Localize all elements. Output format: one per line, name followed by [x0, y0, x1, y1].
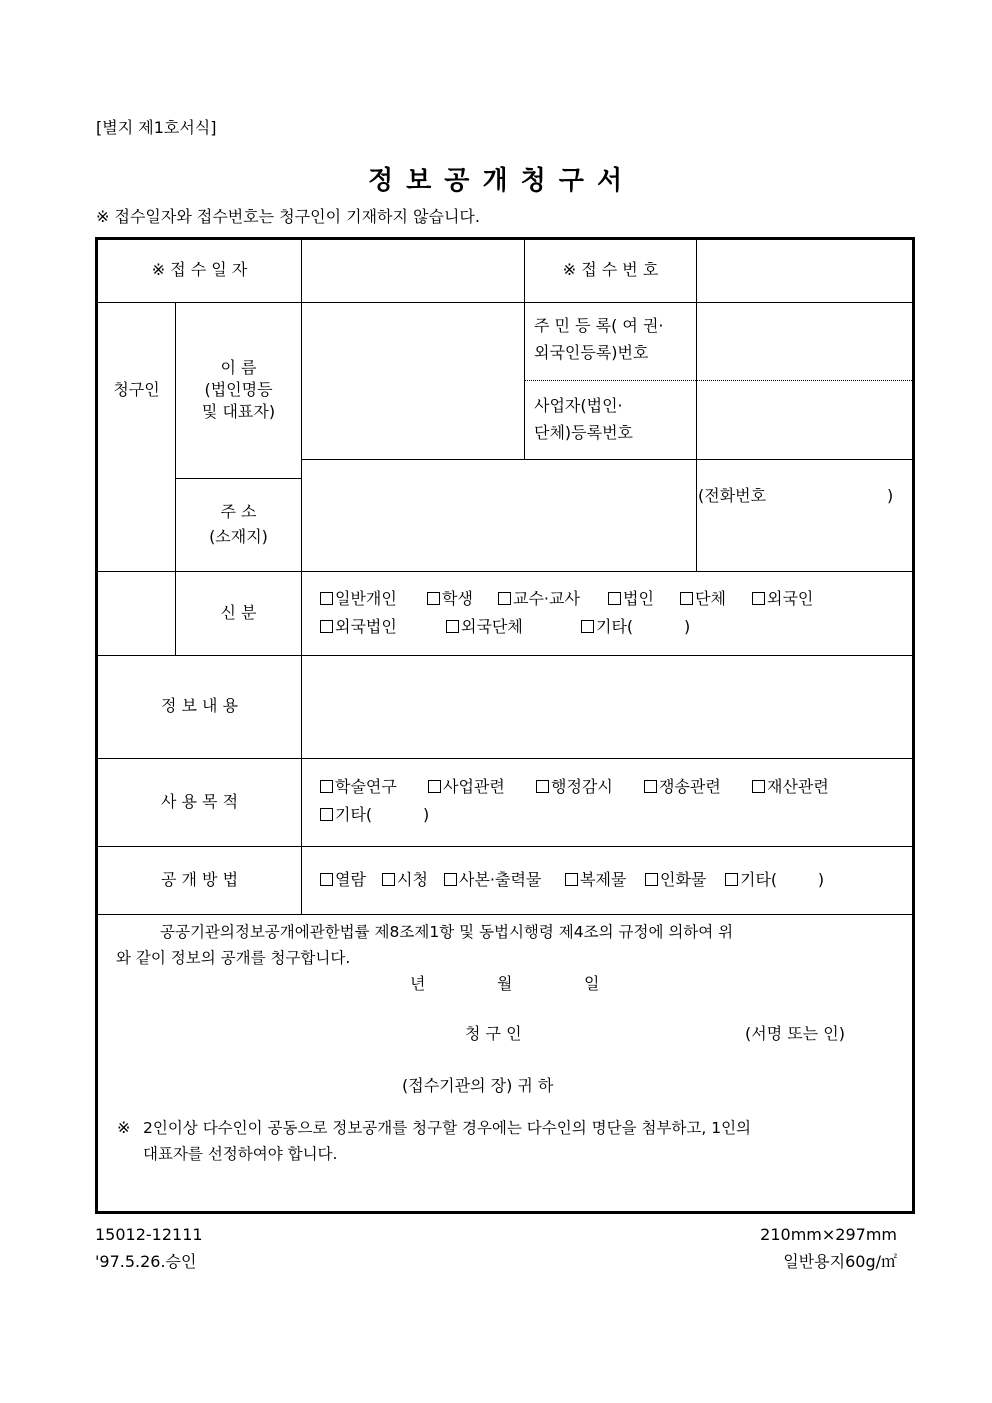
signature-label: (서명 또는 인): [745, 1024, 845, 1043]
method-option[interactable]: 열람: [320, 870, 382, 890]
checkbox-icon[interactable]: [320, 592, 333, 605]
row-divider: [175, 478, 301, 479]
row-divider: [96, 571, 914, 572]
checkbox-icon[interactable]: [581, 620, 594, 633]
status-option[interactable]: 외국단체: [446, 617, 581, 637]
resident-no-field[interactable]: [697, 303, 911, 380]
purpose-option[interactable]: 사업관련: [428, 777, 536, 797]
form-label: [별지 제1호서식]: [96, 118, 217, 137]
purpose-label: 사 용 목 적: [160, 792, 239, 811]
status-label: 신 분: [220, 603, 257, 622]
page-title: 정 보 공 개 청 구 서: [367, 166, 625, 196]
row-divider: [96, 914, 914, 915]
checkbox-icon[interactable]: [444, 873, 457, 886]
notice-top: ※ 접수일자와 접수번호는 청구인이 기재하지 않습니다.: [96, 207, 480, 226]
receipt-no-label: ※ 접 수 번 호: [562, 260, 659, 279]
method-option[interactable]: 복제물: [565, 870, 645, 890]
method-option[interactable]: 시청: [382, 870, 444, 890]
statement-line2: 와 같이 정보의 공개를 청구합니다.: [116, 949, 351, 967]
checkbox-icon[interactable]: [428, 780, 441, 793]
checkbox-icon[interactable]: [498, 592, 511, 605]
note-line1: 2인이상 다수인이 공동으로 정보공개를 청구할 경우에는 다수인의 명단을 첨부하고, 1인의: [143, 1119, 752, 1137]
method-label: 공 개 방 법: [160, 870, 239, 889]
checkbox-icon[interactable]: [382, 873, 395, 886]
info-content-label: 정 보 내 용: [160, 696, 239, 715]
checkbox-icon[interactable]: [644, 780, 657, 793]
purpose-option[interactable]: 재산관련: [752, 777, 829, 797]
status-option[interactable]: 외국법인: [320, 617, 446, 637]
footer-paper: 일반용지60g/㎡: [783, 1252, 897, 1271]
phone-close: ): [887, 486, 894, 505]
address-label-line1: 주 소: [220, 502, 257, 521]
statement-line1: 공공기관의정보공개에관한법률 제8조제1항 및 동법시행령 제4조의 규정에 의하여 위: [160, 923, 734, 941]
resident-no-label-line1: 주 민 등 록( 여 권·: [534, 316, 664, 335]
status-option[interactable]: 교수·교사: [498, 589, 608, 609]
checkbox-icon[interactable]: [320, 620, 333, 633]
method-option[interactable]: 사본·출력물: [444, 870, 565, 890]
receipt-date-label: ※ 접 수 일 자: [151, 260, 248, 279]
method-option[interactable]: 기타( ): [725, 870, 824, 890]
business-no-label-line2: 단체)등록번호: [534, 423, 633, 442]
name-label-line1: 이 름: [220, 358, 257, 377]
checkbox-icon[interactable]: [427, 592, 440, 605]
note-line2: 대표자를 선정하여야 합니다.: [143, 1145, 338, 1163]
name-field[interactable]: [302, 303, 524, 459]
footer-size: 210mm×297mm: [760, 1225, 897, 1244]
phone-label: (전화번호: [698, 486, 767, 505]
checkbox-icon[interactable]: [565, 873, 578, 886]
purpose-option[interactable]: 쟁송관련: [644, 777, 752, 797]
address-label-line2: (소재지): [209, 527, 268, 546]
status-option[interactable]: 단체: [680, 589, 752, 609]
status-options-row1: [320, 589, 813, 609]
method-option[interactable]: 인화물: [645, 870, 725, 890]
receipt-no-field[interactable]: [697, 240, 911, 302]
checkbox-icon[interactable]: [320, 780, 333, 793]
checkbox-icon[interactable]: [320, 873, 333, 886]
business-no-label-line1: 사업자(법인·: [534, 396, 623, 415]
method-options: [320, 870, 824, 890]
purpose-option[interactable]: 기타( ): [320, 805, 429, 825]
purpose-options-row1: [320, 777, 829, 797]
checkbox-icon[interactable]: [680, 592, 693, 605]
name-label-line3: 및 대표자): [201, 402, 276, 421]
checkbox-icon[interactable]: [320, 808, 333, 821]
note-mark: ※: [117, 1118, 131, 1137]
purpose-option[interactable]: 학술연구: [320, 777, 428, 797]
checkbox-icon[interactable]: [752, 592, 765, 605]
date-month: 월: [497, 974, 513, 993]
applicant-label: 청구인: [113, 380, 160, 399]
status-option[interactable]: 기타( ): [581, 617, 690, 637]
checkbox-icon[interactable]: [608, 592, 621, 605]
row-divider: [96, 846, 914, 847]
date-day: 일: [584, 974, 600, 993]
purpose-option[interactable]: 행정감시: [536, 777, 644, 797]
address-field[interactable]: [302, 460, 696, 571]
checkbox-icon[interactable]: [725, 873, 738, 886]
footer-code: 15012-12111: [95, 1225, 203, 1244]
phone-field[interactable]: [780, 484, 884, 508]
status-options-row2: [320, 617, 690, 637]
checkbox-icon[interactable]: [752, 780, 765, 793]
status-option[interactable]: 외국인: [752, 589, 813, 609]
status-option[interactable]: 법인: [608, 589, 680, 609]
status-option[interactable]: 일반개인: [320, 589, 427, 609]
checkbox-icon[interactable]: [446, 620, 459, 633]
checkbox-icon[interactable]: [536, 780, 549, 793]
row-divider: [96, 758, 914, 759]
date-year: 년: [410, 974, 426, 993]
name-label-line2: (법인명등: [204, 380, 273, 399]
addressee: (접수기관의 장) 귀 하: [402, 1076, 554, 1095]
business-no-field[interactable]: [697, 381, 911, 459]
footer-approval: '97.5.26.승인: [95, 1252, 197, 1271]
purpose-options-row2: [320, 805, 429, 825]
receipt-date-field[interactable]: [302, 240, 524, 302]
applicant-sign-label: 청 구 인: [465, 1024, 522, 1043]
resident-no-label-line2: 외국인등록)번호: [534, 343, 649, 362]
status-option[interactable]: 학생: [427, 589, 498, 609]
checkbox-icon[interactable]: [645, 873, 658, 886]
info-content-field[interactable]: [302, 656, 911, 758]
